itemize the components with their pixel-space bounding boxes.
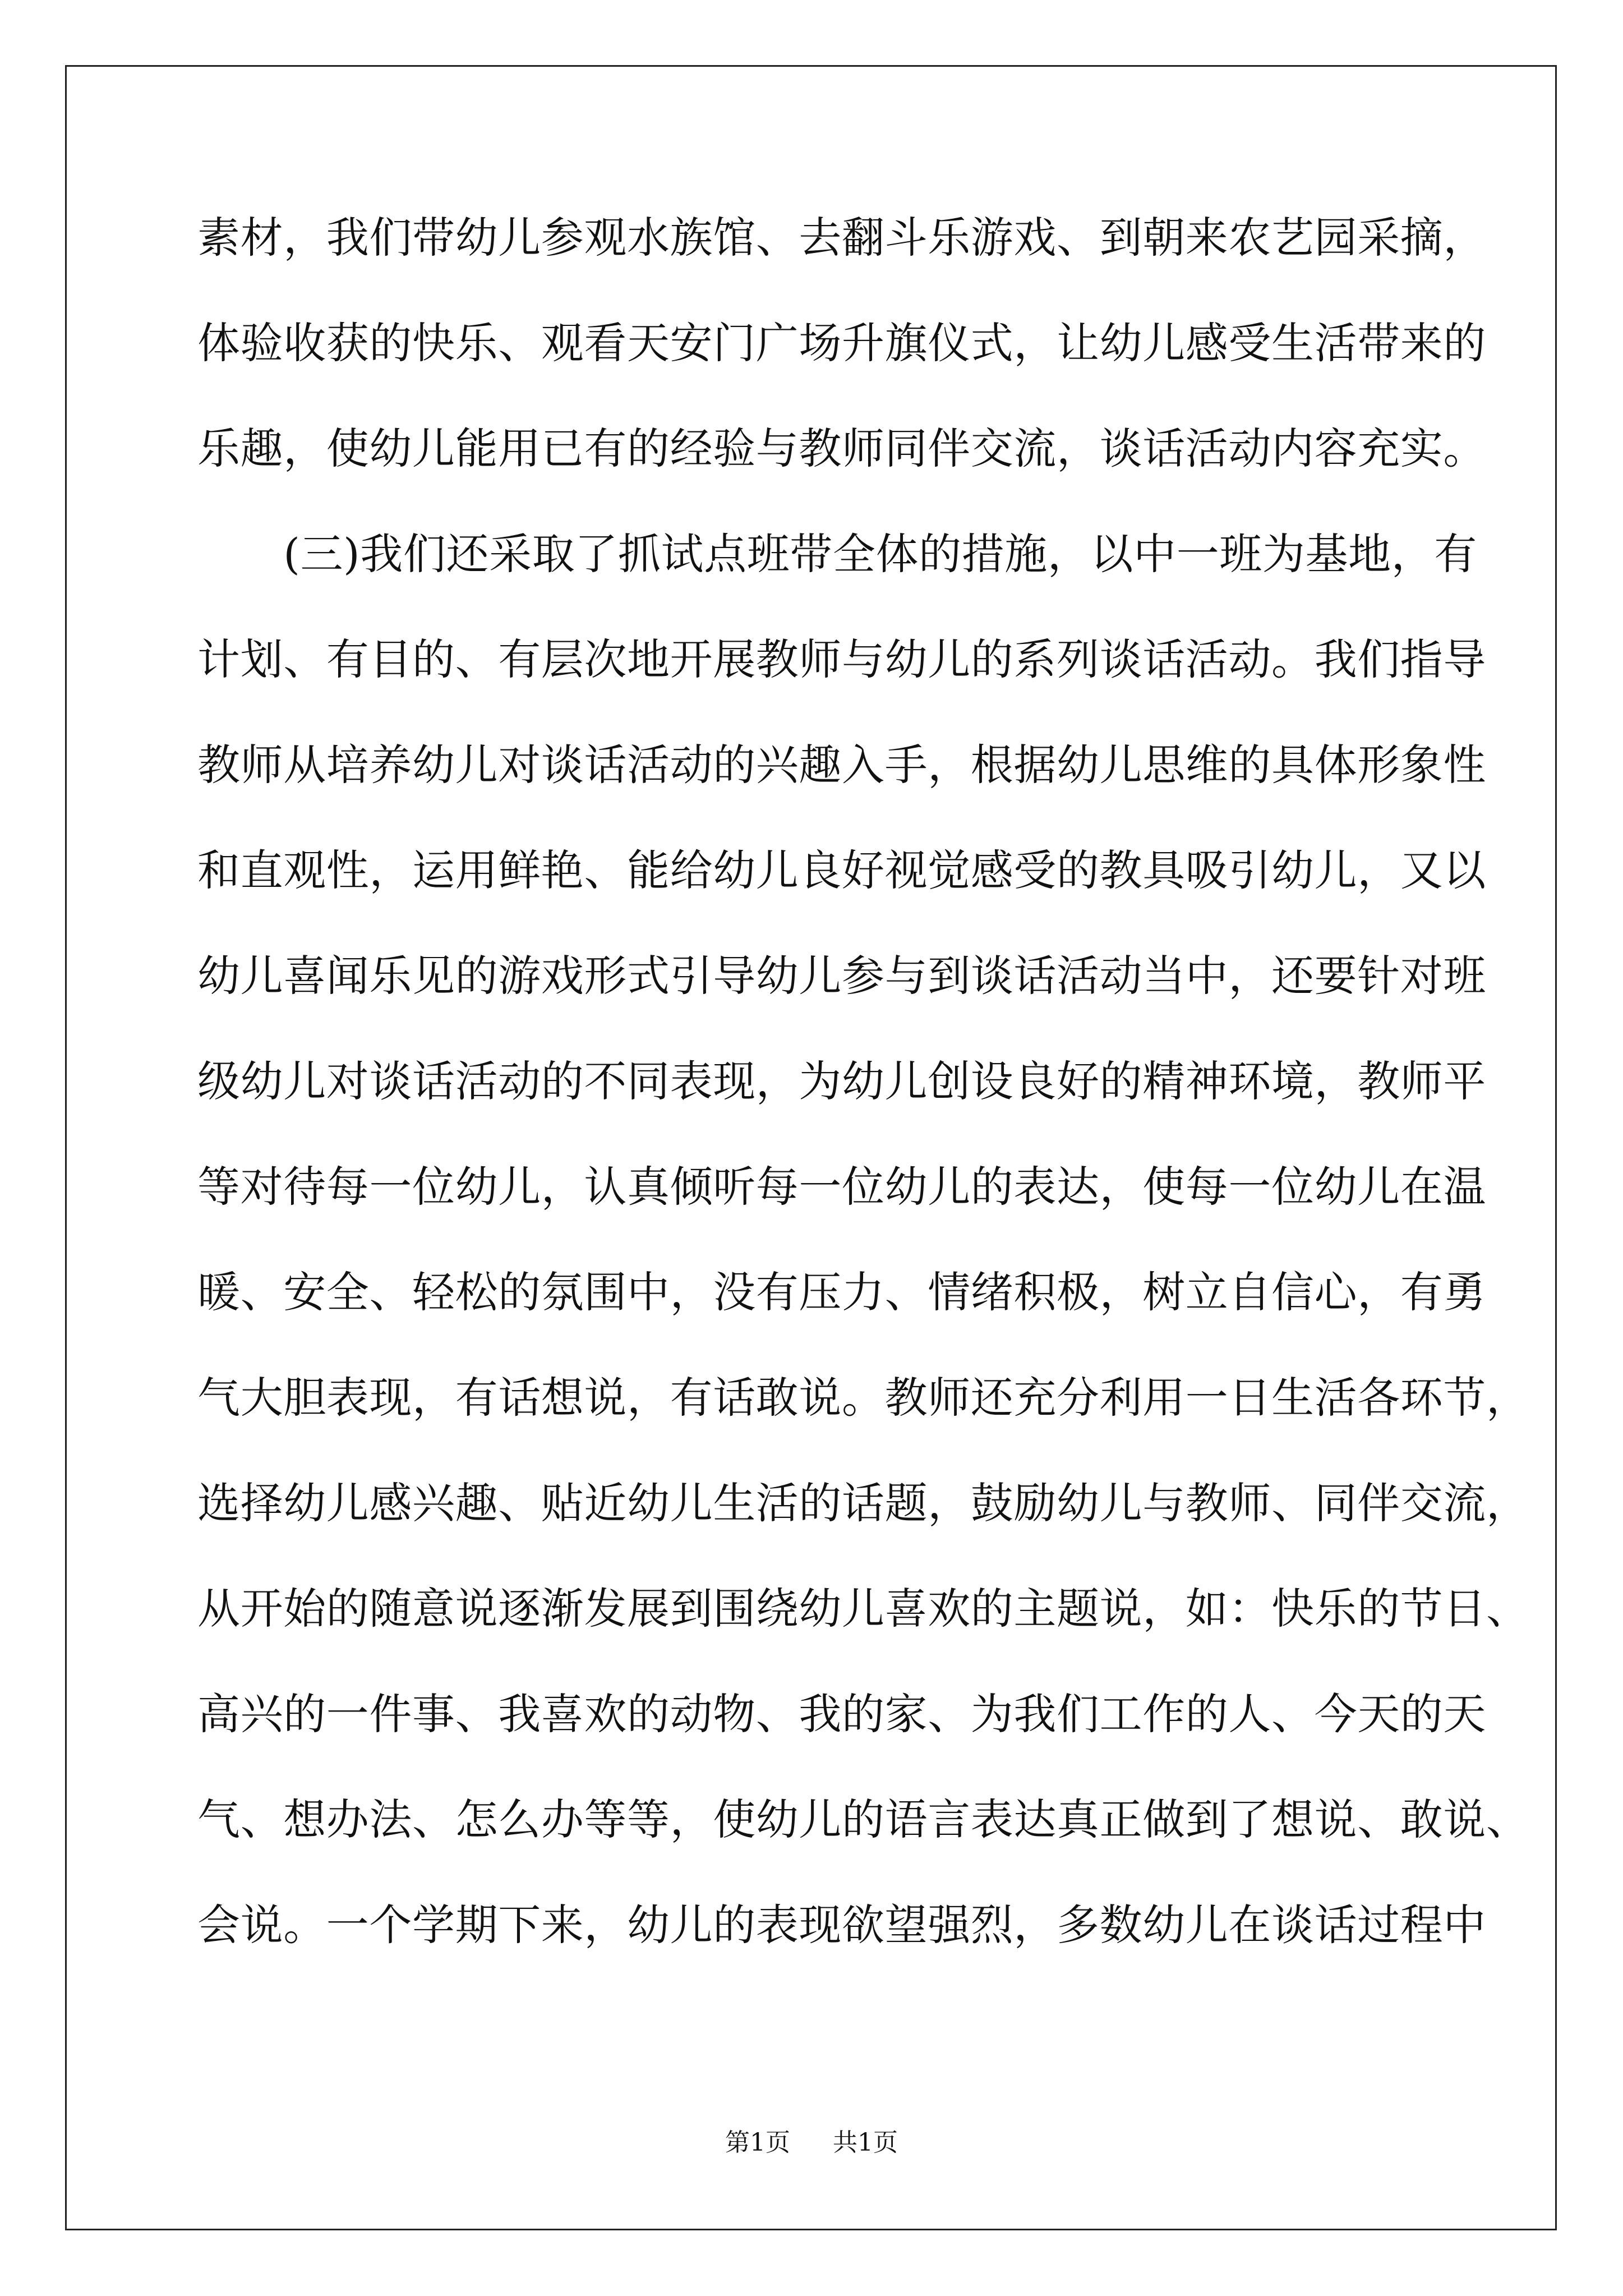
text-line: 暖、安全、轻松的氛围中，没有压力、情绪积极，树立自信心，有勇 <box>197 1267 1486 1317</box>
text-line: (三)我们还采取了抓试点班带全体的措施，以中一班为基地，有 <box>197 529 1477 579</box>
text-line: 教师从培养幼儿对谈话活动的兴趣入手，根据幼儿思维的具体形象性 <box>197 740 1486 790</box>
page-number: 第1页 <box>725 2128 790 2157</box>
text-line: 会说。一个学期下来，幼儿的表现欲望强烈，多数幼儿在谈话过程中 <box>197 1900 1486 1950</box>
text-line: 素材，我们带幼儿参观水族馆、去翻斗乐游戏、到朝来农艺园采摘， <box>197 213 1486 263</box>
text-line: 气、想办法、怎么办等等，使幼儿的语言表达真正做到了想说、敢说、 <box>197 1795 1529 1844</box>
text-line: 从开始的随意说逐渐发展到围绕幼儿喜欢的主题说，如：快乐的节日、 <box>197 1584 1529 1634</box>
text-line: 选择幼儿感兴趣、贴近幼儿生活的话题，鼓励幼儿与教师、同伴交流， <box>197 1478 1529 1528</box>
text-line: 级幼儿对谈话活动的不同表现，为幼儿创设良好的精神环境，教师平 <box>197 1056 1486 1106</box>
text-line: 计划、有目的、有层次地开展教师与幼儿的系列谈话活动。我们指导 <box>197 634 1486 684</box>
text-line: 等对待每一位幼儿，认真倾听每一位幼儿的表达，使每一位幼儿在温 <box>197 1162 1486 1212</box>
text-line: 幼儿喜闻乐见的游戏形式引导幼儿参与到谈话活动当中，还要针对班 <box>197 951 1486 1001</box>
text-line: 和直观性，运用鲜艳、能给幼儿良好视觉感受的教具吸引幼儿，又以 <box>197 845 1486 895</box>
text-line: 高兴的一件事、我喜欢的动物、我的家、为我们工作的人、今天的天 <box>197 1689 1486 1739</box>
text-line: 乐趣，使幼儿能用已有的经验与教师同伴交流，谈话活动内容充实。 <box>197 424 1486 473</box>
page-footer <box>0 2127 1623 2159</box>
text-line: 体验收获的快乐、观看天安门广场升旗仪式，让幼儿感受生活带来的 <box>197 318 1486 368</box>
document-body <box>197 206 1529 1999</box>
text-line: 气大胆表现，有话想说，有话敢说。教师还充分利用一日生活各环节， <box>197 1373 1529 1423</box>
page-total: 共1页 <box>833 2128 898 2157</box>
